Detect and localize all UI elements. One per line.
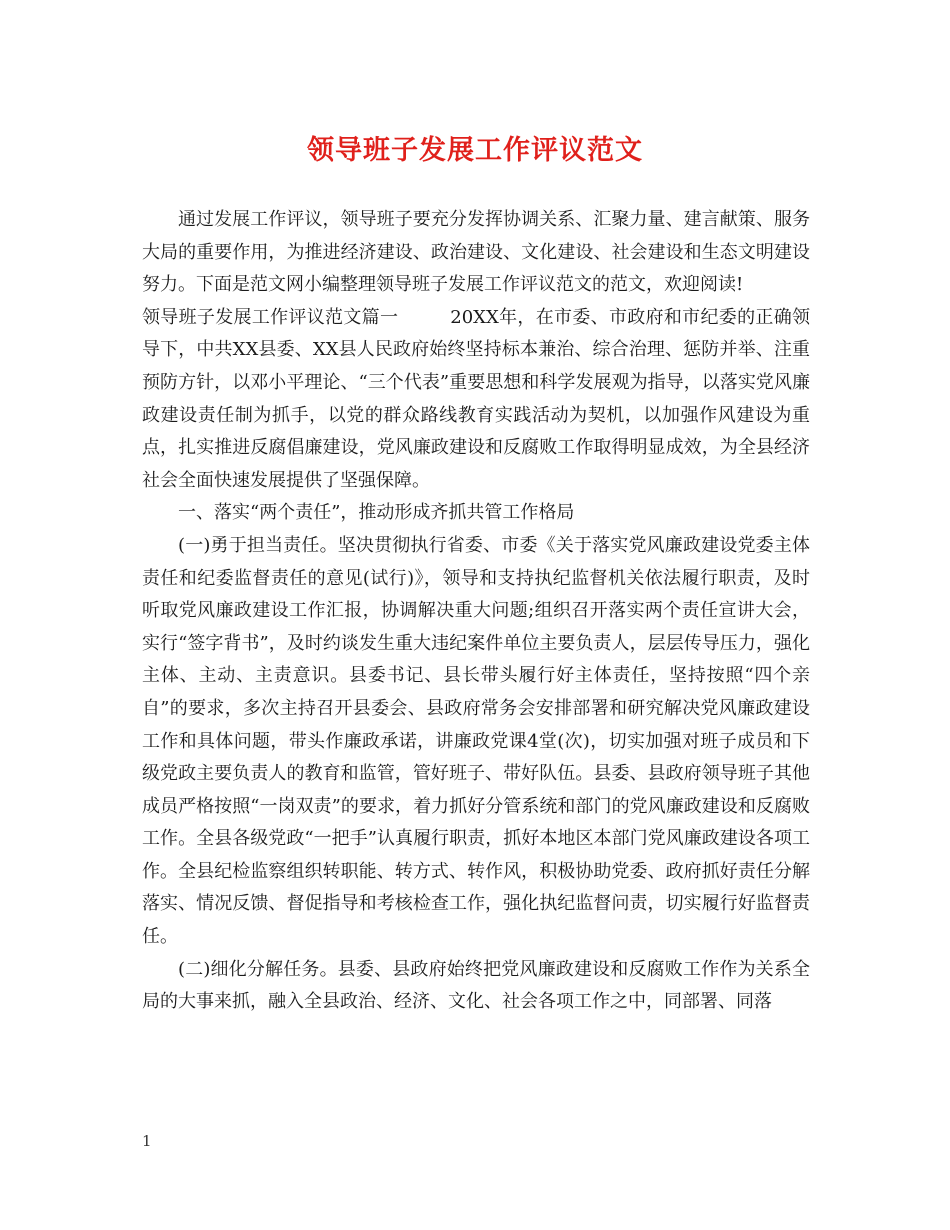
essay-one-text: 20XX年，在市委、市政府和市纪委的正确领导下，中共XX县委、XX县人民政府始终坚持标本兼治、综合治理、惩防并举、注重预防方针，以邓小平理论、“三个代表”重要思想和科学发展观为指导，以落实党风廉政建设责任制为抓手，以党的群众路线教育实践活动为契机，以加强作风建设为重点，扎实推进反腐倡廉建设，党风廉政建设和反腐败工作取得明显成效，为全县经济社会全面快速发展提供了坚强保障。 [142, 306, 810, 491]
body-paragraph: (一)勇于担当责任。坚决贯彻执行省委、市委《关于落实党风廉政建设党委主体责任和纪委监督责任的意见(试行)》，领导和支持执纪监督机关依法履行职责，及时听取党风廉政建设工作汇报，协调解决重大问题;组织召开落实两个责任宣讲大会，实行“签字背书”，及时约谈发生重大违纪案件单位主要负责人，层层传导压力，强化主体、主动、主责意识。县委书记、县长带头履行好主体责任，坚持按照“四个亲自”的要求，多次主持召开县委会、县政府常务会安排部署和研究解决党风廉政建设工作和具体问题，带头作廉政承诺，讲廉政党课4堂(次)，切实加强对班子成员和下级党政主要负责人的教育和监管，管好班子、带好队伍。县委、县政府领导班子其他成员严格按照“一岗双责”的要求，着力抓好分管系统和部门的党风廉政建设和反腐败工作。全县各级党政“一把手”认真履行职责，抓好本地区本部门党风廉政建设各项工作。全县纪检监察组织转职能、转方式、转作风，积极协助党委、政府抓好责任分解落实、情况反馈、督促指导和考核检查工作，强化执纪监督问责，切实履行好监督责任。 [142, 534, 810, 948]
essay-heading: 领导班子发展工作评议范文篇一 [142, 306, 399, 328]
document-body [142, 204, 810, 1019]
intro-paragraph: 通过发展工作评议，领导班子要充分发挥协调关系、汇聚力量、建言献策、服务大局的重要作用，为推进经济建设、政治建设、文化建设、社会建设和生态文明建设努力。下面是范文网小编整理领导班子发展工作评议范文的范文，欢迎阅读! [142, 209, 810, 296]
page-number: 1 [142, 1132, 152, 1150]
section-heading: 一、落实“两个责任”，推动形成齐抓共管工作格局 [178, 502, 575, 524]
body-paragraph: (二)细化分解任务。县委、县政府始终把党风廉政建设和反腐败工作作为关系全局的大事来抓，融入全县政治、经济、文化、社会各项工作之中，同部署、同落 [142, 958, 810, 1013]
document-title: 领导班子发展工作评议范文 [307, 135, 643, 166]
essay-one-paragraph [142, 302, 810, 498]
